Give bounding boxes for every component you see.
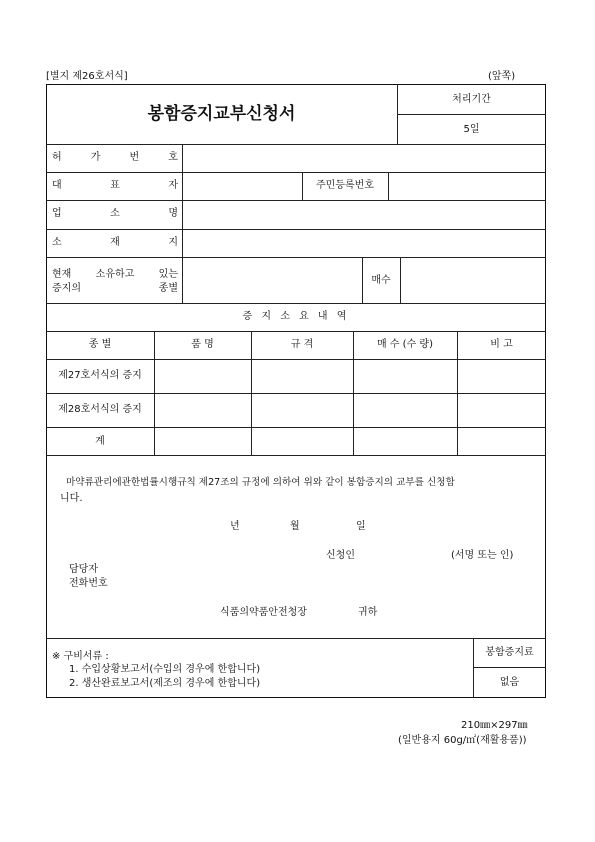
- paper-spec: (일반용지 60g/㎡(재활용품)): [398, 735, 527, 746]
- location-label: 소 재 지: [52, 237, 178, 248]
- processing-period-label: 처리기간: [452, 94, 491, 105]
- business-name-field[interactable]: [183, 201, 545, 229]
- table-cell-input[interactable]: [458, 394, 545, 427]
- date-year: 년: [230, 521, 240, 532]
- table-header-quantity: 매 수 (수 량): [377, 339, 433, 350]
- paper-size: 210㎜×297㎜: [461, 720, 528, 731]
- representative-label: 대 표 자: [52, 180, 178, 191]
- honorific-label: 귀하: [358, 607, 378, 618]
- current-stamps-field[interactable]: [183, 258, 362, 303]
- statement-line-1: 마약류관리에관한법률시행규칙 제27조의 규정에 의하여 위와 같이 봉함증지의 교부를 신청합: [66, 477, 455, 488]
- table-cell-input[interactable]: [155, 428, 251, 455]
- table-header-spec: 규 격: [290, 339, 314, 350]
- table-cell-input[interactable]: [458, 360, 545, 393]
- applicant-label: 신청인: [326, 550, 355, 561]
- phone-number-label: 전화번호: [69, 578, 108, 589]
- statement-line-2: 니다.: [60, 493, 83, 504]
- required-documents-title: ※ 구비서류 :: [52, 651, 109, 662]
- table-row-label: 제28호서식의 증지: [58, 404, 142, 415]
- required-document-item: 2. 생산완료보고서(제조의 경우에 한합니다): [69, 678, 261, 689]
- representative-field[interactable]: [183, 173, 302, 200]
- sheet-count-label: 매수: [371, 275, 391, 286]
- current-stamps-label-line2: 증지의 종별: [52, 283, 178, 294]
- table-cell-input[interactable]: [354, 394, 457, 427]
- required-stamps-section-title: 증 지 소 요 내 역: [242, 311, 350, 322]
- resident-registration-number-field[interactable]: [389, 173, 545, 200]
- location-field[interactable]: [183, 230, 545, 257]
- table-cell-input[interactable]: [458, 428, 545, 455]
- required-document-item: 1. 수입상황보고서(수입의 경우에 한합니다): [69, 664, 261, 675]
- fee-label: 봉함증지료: [485, 647, 534, 658]
- resident-registration-number-label: 주민등록번호: [316, 180, 374, 191]
- recipient-label: 식품의약품안전청장: [220, 607, 307, 618]
- table-cell-input[interactable]: [252, 360, 353, 393]
- person-in-charge-label: 담당자: [69, 564, 98, 575]
- table-cell-input[interactable]: [155, 360, 251, 393]
- form-number: [별지 제26호서식]: [46, 71, 128, 82]
- table-row-label: 제27호서식의 증지: [58, 370, 142, 381]
- fee-value: 없음: [499, 677, 520, 688]
- business-name-label: 업 소 명: [52, 208, 178, 219]
- page-side: (앞쪽): [488, 71, 516, 82]
- table-cell-input[interactable]: [252, 394, 353, 427]
- date-month: 월: [290, 521, 300, 532]
- table-header-type: 종 별: [88, 339, 112, 350]
- date-day: 일: [356, 521, 366, 532]
- table-cell-input[interactable]: [155, 394, 251, 427]
- permit-number-label: 허 가 번 호: [52, 152, 178, 163]
- form-title: 봉함증지교부신청서: [147, 104, 296, 124]
- table-header-remarks: 비 고: [490, 339, 513, 350]
- table-cell-input[interactable]: [252, 428, 353, 455]
- table-cell-input[interactable]: [354, 428, 457, 455]
- processing-period-value: 5일: [463, 124, 480, 135]
- table-header-product: 품 명: [191, 339, 214, 350]
- sheet-count-field[interactable]: [401, 258, 545, 303]
- table-total-label: 계: [95, 436, 105, 447]
- table-cell-input[interactable]: [354, 360, 457, 393]
- current-stamps-label-line1: 현재 소유하고 있는: [52, 269, 178, 280]
- permit-number-field[interactable]: [183, 145, 545, 172]
- signature-note: (서명 또는 인): [451, 550, 514, 561]
